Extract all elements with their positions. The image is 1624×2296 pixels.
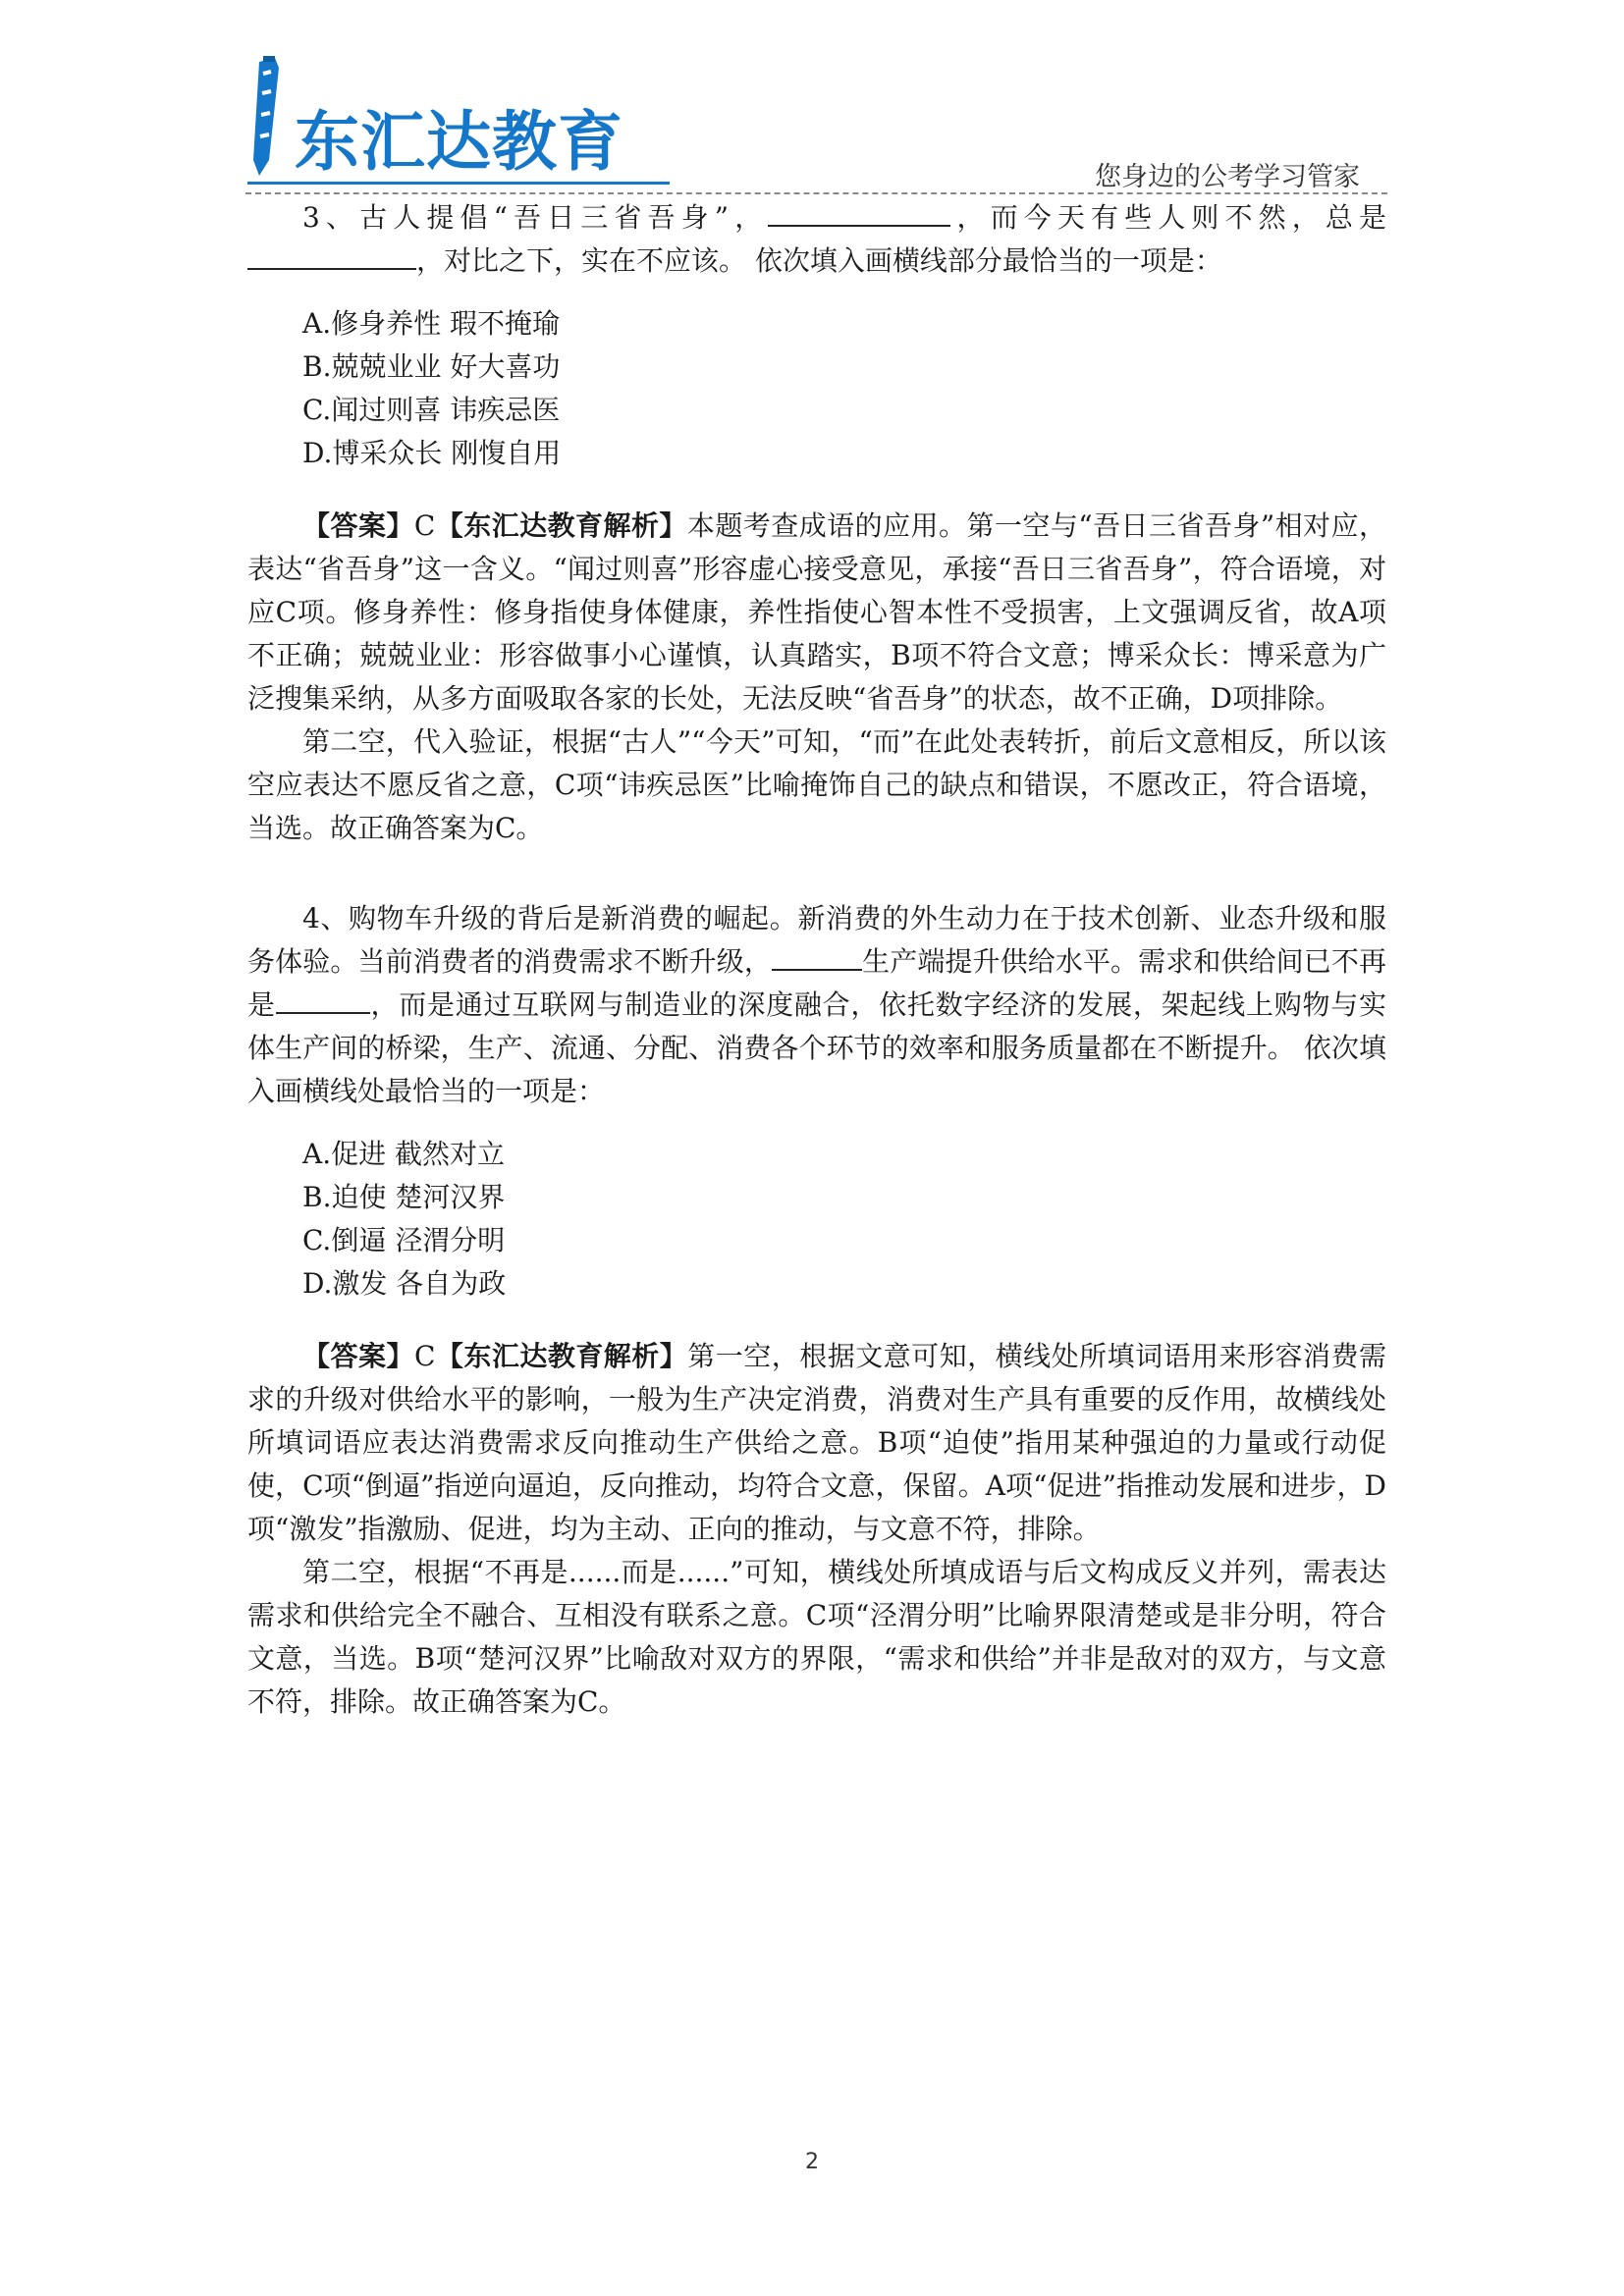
q4-analysis-label: 【东汇达教育解析】: [435, 1340, 688, 1372]
q4-answer-value: C: [413, 1340, 436, 1372]
section-gap: [247, 850, 1386, 897]
q4-analysis-p2: 第二空，根据“不再是......而是......”可知，横线处所填成语与后文构成反义并列，需表达需求和供给完全不融合、互相没有联系之意。C项“泾渭分明”比喻界限清楚或是非分明，符合文意，当选。B项“楚河汉界”比喻敌对双方的界限，“需求和供给”并非是敌对的双方，与文意不符，排除。故正确答案为C。: [247, 1556, 1386, 1718]
q3-stem-text-1: 3、古人提倡“吾日三省吾身”，: [302, 201, 769, 234]
q4-stem-text-1: 4、购物车升级的背后是新消费的崛起。新消费的外生动力在于技术创新、业态升级和服务体验。当前消费者的消费需求不断升级，: [247, 902, 1386, 978]
question-3-options: [302, 302, 1386, 475]
page-number: 2: [805, 2150, 819, 2174]
q4-blank-2: [276, 987, 370, 1014]
logo-text: 东汇达教育: [295, 104, 623, 180]
q4-option-a: A.促进 截然对立: [302, 1138, 506, 1170]
q4-option-b: B.迫使 楚河汉界: [302, 1181, 506, 1213]
q4-blank-1: [772, 943, 862, 971]
q3-analysis-p1: [247, 505, 1386, 721]
q3-option-b: B.兢兢业业 好大喜功: [302, 350, 561, 383]
question-4-stem: [247, 897, 1386, 1113]
logo-underline: [247, 182, 670, 185]
q4-stem-text-2: 生产端提升供给水平。需求和供给间已不再是: [247, 945, 1386, 1021]
page-header: [245, 54, 1387, 199]
logo: [245, 54, 677, 182]
question-3-stem: [247, 196, 1386, 283]
q3-stem-text-3: ，对比之下，实在不应该。 依次填入画横线部分最恰当的一项是：: [416, 244, 1222, 277]
q4-analysis-text-1: 第一空，根据文意可知，横线处所填词语用来形容消费需求的升级对供给水平的影响，一般为生产决定消费，消费对生产具有重要的反作用，故横线处所填词语应表达消费需求反向推动生产供给之意。B项“迫使”指用某种强迫的力量或行动促使，C项“倒逼”指逆向逼迫，反向推动，均符合文意，保留。A项“促进”指推动发展和进步，D项“激发”指激励、促进，均为主动、正向的推动，与文意不符，排除。: [247, 1340, 1386, 1545]
logo-pen-icon: [245, 54, 297, 182]
q3-analysis-p2: 第二空，代入验证，根据“古人”“今天”可知，“而”在此处表转折，前后文意相反，所以该空应表达不愿反省之意，C项“讳疾忌医”比喻掩饰自己的缺点和错误，不愿改正，符合语境，当选。故正确答案为C。: [247, 725, 1386, 844]
header-divider: [245, 192, 1387, 194]
q3-stem-text-2: ，而今天有些人则不然，总是: [950, 201, 1386, 234]
q3-option-a: A.修身养性 瑕不掩瑜: [302, 307, 561, 340]
q3-analysis-text-1: 本题考查成语的应用。第一空与“吾日三省吾身”相对应，表达“省吾身”这一含义。“闻过则喜”形容虚心接受意见，承接“吾日三省吾身”，符合语境，对应C项。修身养性：修身指使身体健康，养性指使心智本性不受损害，上文强调反省，故A项不正确；兢兢业业：形容做事小心谨慎，认真踏实，B项不符合文意；博采众长：博采意为广泛搜集采纳，从多方面吸取各家的长处，无法反映“省吾身”的状态，故不正确，D项排除。: [247, 509, 1386, 715]
q4-option-c: C.倒逼 泾渭分明: [302, 1224, 506, 1256]
q3-answer-label: 【答案】: [302, 509, 414, 542]
q3-answer-value: C: [413, 509, 436, 542]
q3-analysis-label: 【东汇达教育解析】: [435, 509, 687, 542]
q3-blank-1: [768, 199, 950, 227]
question-4-options: [302, 1133, 1386, 1306]
q3-option-d: D.博采众长 刚愎自用: [302, 437, 562, 469]
q4-answer-label: 【答案】: [302, 1340, 414, 1372]
q3-blank-2: [247, 242, 416, 270]
header-slogan: 您身边的公考学习管家: [1095, 162, 1360, 192]
q4-stem-text-3: ，而是通过互联网与制造业的深度融合，依托数字经济的发展，架起线上购物与实体生产间的桥梁，生产、流通、分配、消费各个环节的效率和服务质量都在不断提升。 依次填入画横线处最恰当的一项是：: [247, 988, 1386, 1107]
document-body: [247, 196, 1386, 1724]
q4-analysis-p1: [247, 1335, 1386, 1551]
q4-option-d: D.激发 各自为政: [302, 1267, 507, 1300]
q3-option-c: C.闻过则喜 讳疾忌医: [302, 394, 561, 426]
